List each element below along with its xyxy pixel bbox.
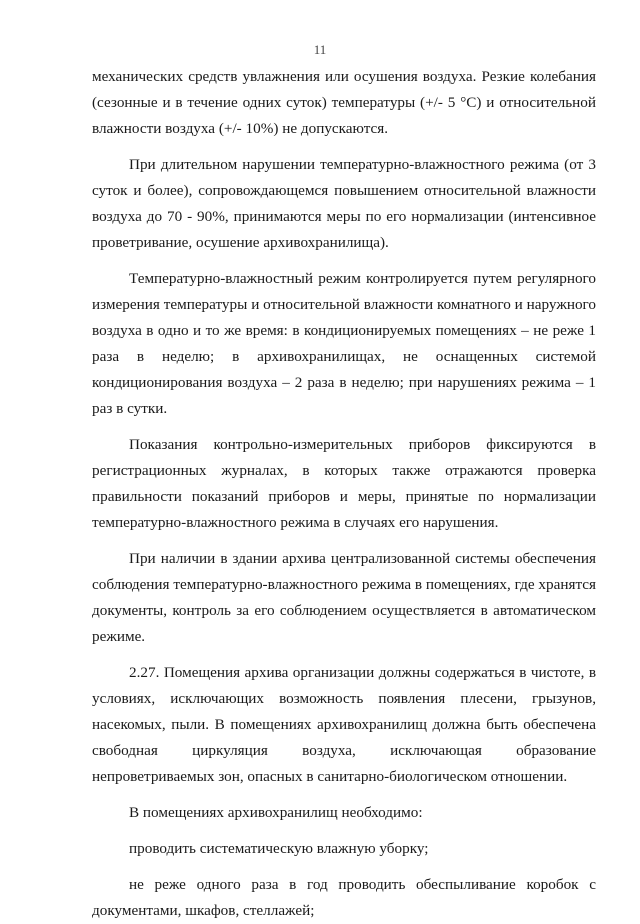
paragraph-7: В помещениях архивохранилищ необходимо: xyxy=(129,804,423,821)
paragraph-3: Температурно-влажностный режим контролируется путем регулярного измерения температуры и относительной влажности комнатного и наружного воздуха в одно и то же время: в кондиционируемых помещениях – не реже 1 раза в неделю; в архивохранилищах, не оснащенных системой кондиционирования воздуха – 2 раза в неделю; при нарушениях режима – 1 раз в сутки. xyxy=(92,270,596,417)
paragraph-1: механических средств увлажнения или осушения воздуха. Резкие колебания (сезонные и в течение одних суток) температуры (+/- 5 °С) и относительной влажности воздуха (+/- 10%) не допускаются. xyxy=(92,68,596,137)
paragraph-8: проводить систематическую влажную уборку; xyxy=(129,840,429,857)
paragraph-4: Показания контрольно-измерительных приборов фиксируются в регистрационных журналах, в которых также отражаются проверка правильности показаний приборов и меры, принятые по нормализации температурно-влажностного режима в случаях его нарушения. xyxy=(92,436,596,531)
paragraph-9: не реже одного раза в год проводить обеспыливание коробок с документами, шкафов, стеллажей; xyxy=(92,876,596,919)
document-body xyxy=(92,64,596,924)
paragraph-5: При наличии в здании архива централизованной системы обеспечения соблюдения температурно-влажностного режима в помещениях, где хранятся документы, контроль за его соблюдением осуществляется в автоматическом режиме. xyxy=(92,550,596,645)
paragraph-2: При длительном нарушении температурно-влажностного режима (от 3 суток и более), сопровождающемся повышением относительной влажности воздуха до 70 - 90%, принимаются меры по его нормализации (интенсивное проветривание, осушение архивохранилища). xyxy=(92,156,596,251)
page-number: 11 xyxy=(313,42,327,57)
paragraph-6: 2.27. Помещения архива организации должны содержаться в чистоте, в условиях, исключающих возможность появления плесени, грызунов, насекомых, пыли. В помещениях архивохранилищ должна быть обеспечена свободная циркуляция воздуха, исключающая образование непроветриваемых зон, опасных в санитарно-биологическом отношении. xyxy=(92,664,596,785)
